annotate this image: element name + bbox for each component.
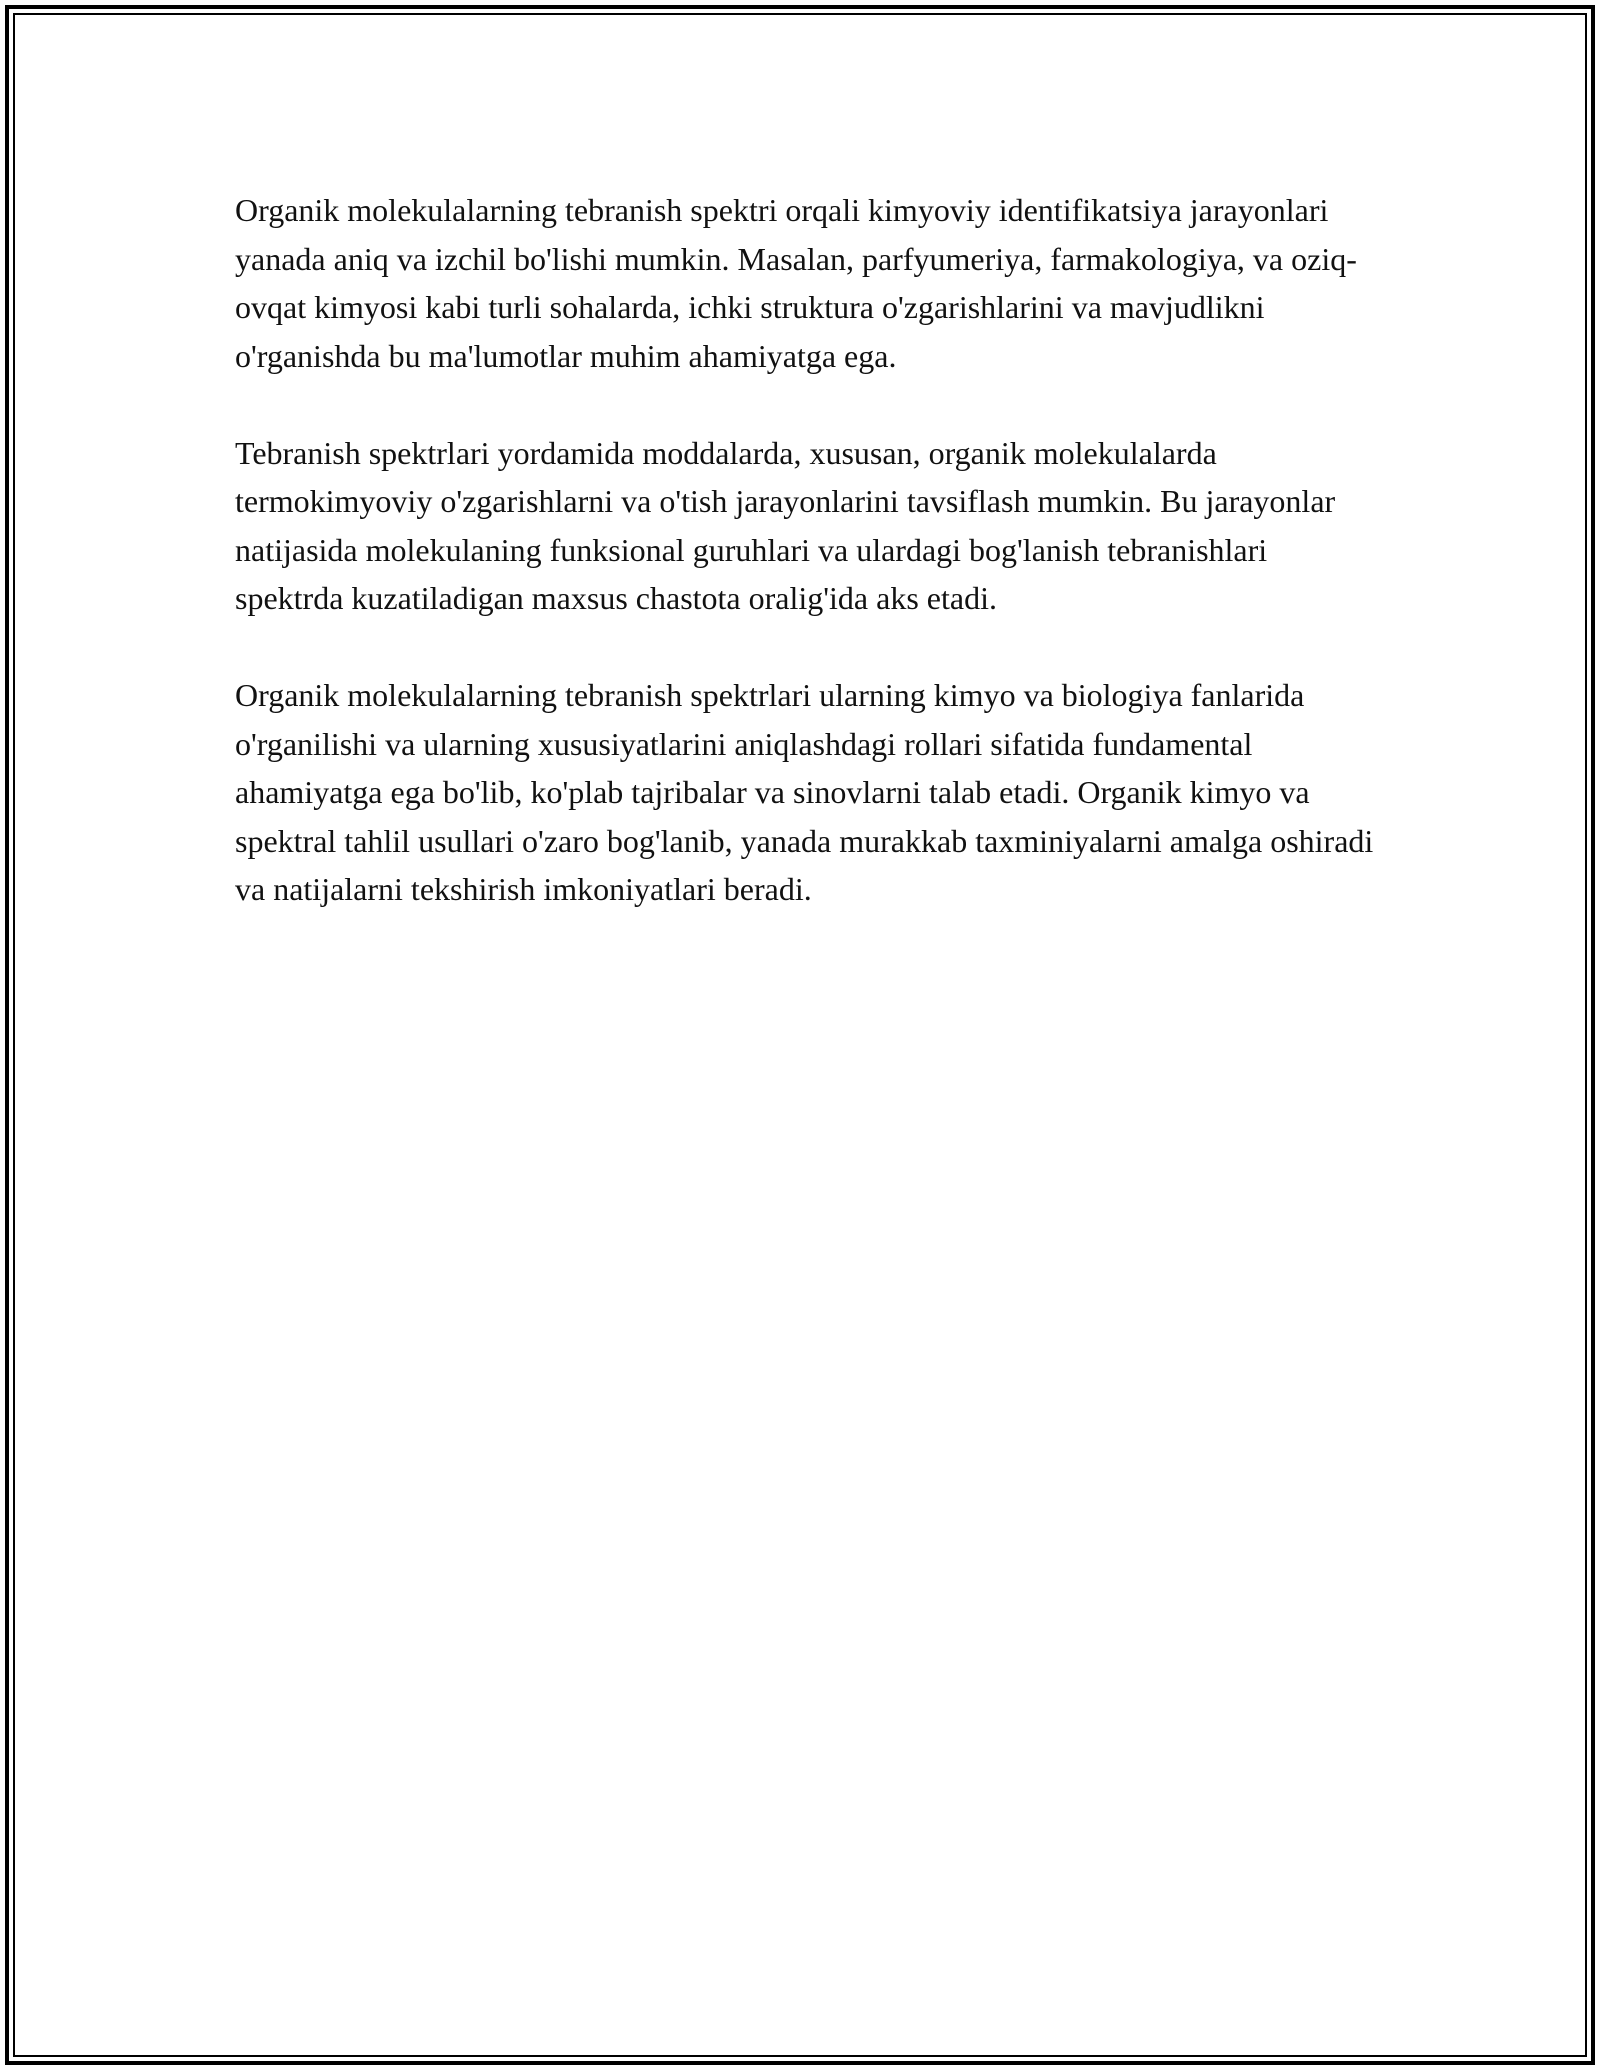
paragraph-3: Organik molekulalarning tebranish spektrlari ularning kimyo va biologiya fanlarida o'rganilishi va ularning xususiyatlarini aniqlashdagi rollari sifatida fundamental ahamiyatga ega bo'lib, ko'plab tajribalar va sinovlarni talab etadi. Organik kimyo va spektral tahlil usullari o'zaro bog'lanib, yanada murakkab taxminiyalarni amalga oshiradi va natijalarni tekshirish imkoniyatlari beradi.: [235, 677, 1374, 907]
document-body: [235, 186, 1375, 962]
paragraph-2: Tebranish spektrlari yordamida moddalarda, xususan, organik molekulalarda termokimyoviy o'zgarishlarni va o'tish jarayonlarini tavsiflash mumkin. Bu jarayonlar natijasida molekulaning funksional guruhlari va ulardagi bog'lanish tebranishlari spektrda kuzatiladigan maxsus chastota oralig'ida aks etadi.: [235, 434, 1336, 616]
paragraph-1: Organik molekulalarning tebranish spektri orqali kimyoviy identifikatsiya jarayonlari yanada aniq va izchil bo'lishi mumkin. Masalan, parfyumeriya, farmakologiya, va oziq-ovqat kimyosi kabi turli sohalarda, ichki struktura o'zgarishlarini va mavjudlikni o'rganishda bu ma'lumotlar muhim ahamiyatga ega.: [235, 192, 1357, 374]
